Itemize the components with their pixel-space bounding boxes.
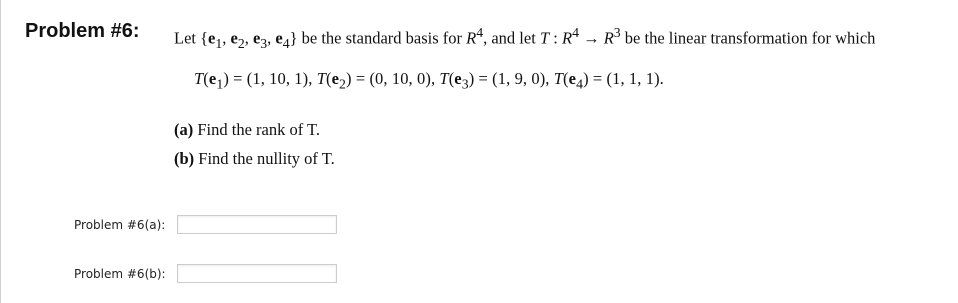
part-b-text: Find the nullity of T. — [198, 149, 335, 168]
answer-a-input[interactable] — [177, 215, 337, 234]
transformation-equations: $T(e_1) = (1$, 10, 1), $T(e_2) = (0$, 10, 0), $T(e_3) = (1$, 9, 0), $T(e_4) = (1$, 1, 1). — [194, 69, 664, 92]
answer-b-input[interactable] — [177, 264, 337, 283]
part-a-label: (a) — [174, 120, 194, 139]
answer-b-label: Problem #6(b): — [74, 267, 166, 281]
part-a-question — [174, 120, 320, 140]
part-b-question — [174, 149, 335, 169]
part-a-text: Find the rank of T. — [197, 120, 321, 139]
part-b-label: (b) — [174, 149, 195, 168]
problem-statement: Let {$e_1$, $e_2$, $e_3$, $e_4$} be the standard basis for $R^4$, and let T : $R^4 \to R^3$ be the linear transformation for which — [174, 25, 876, 51]
answer-a-label: Problem #6(a): — [74, 218, 166, 232]
problem-heading: Problem #6: — [25, 20, 140, 42]
